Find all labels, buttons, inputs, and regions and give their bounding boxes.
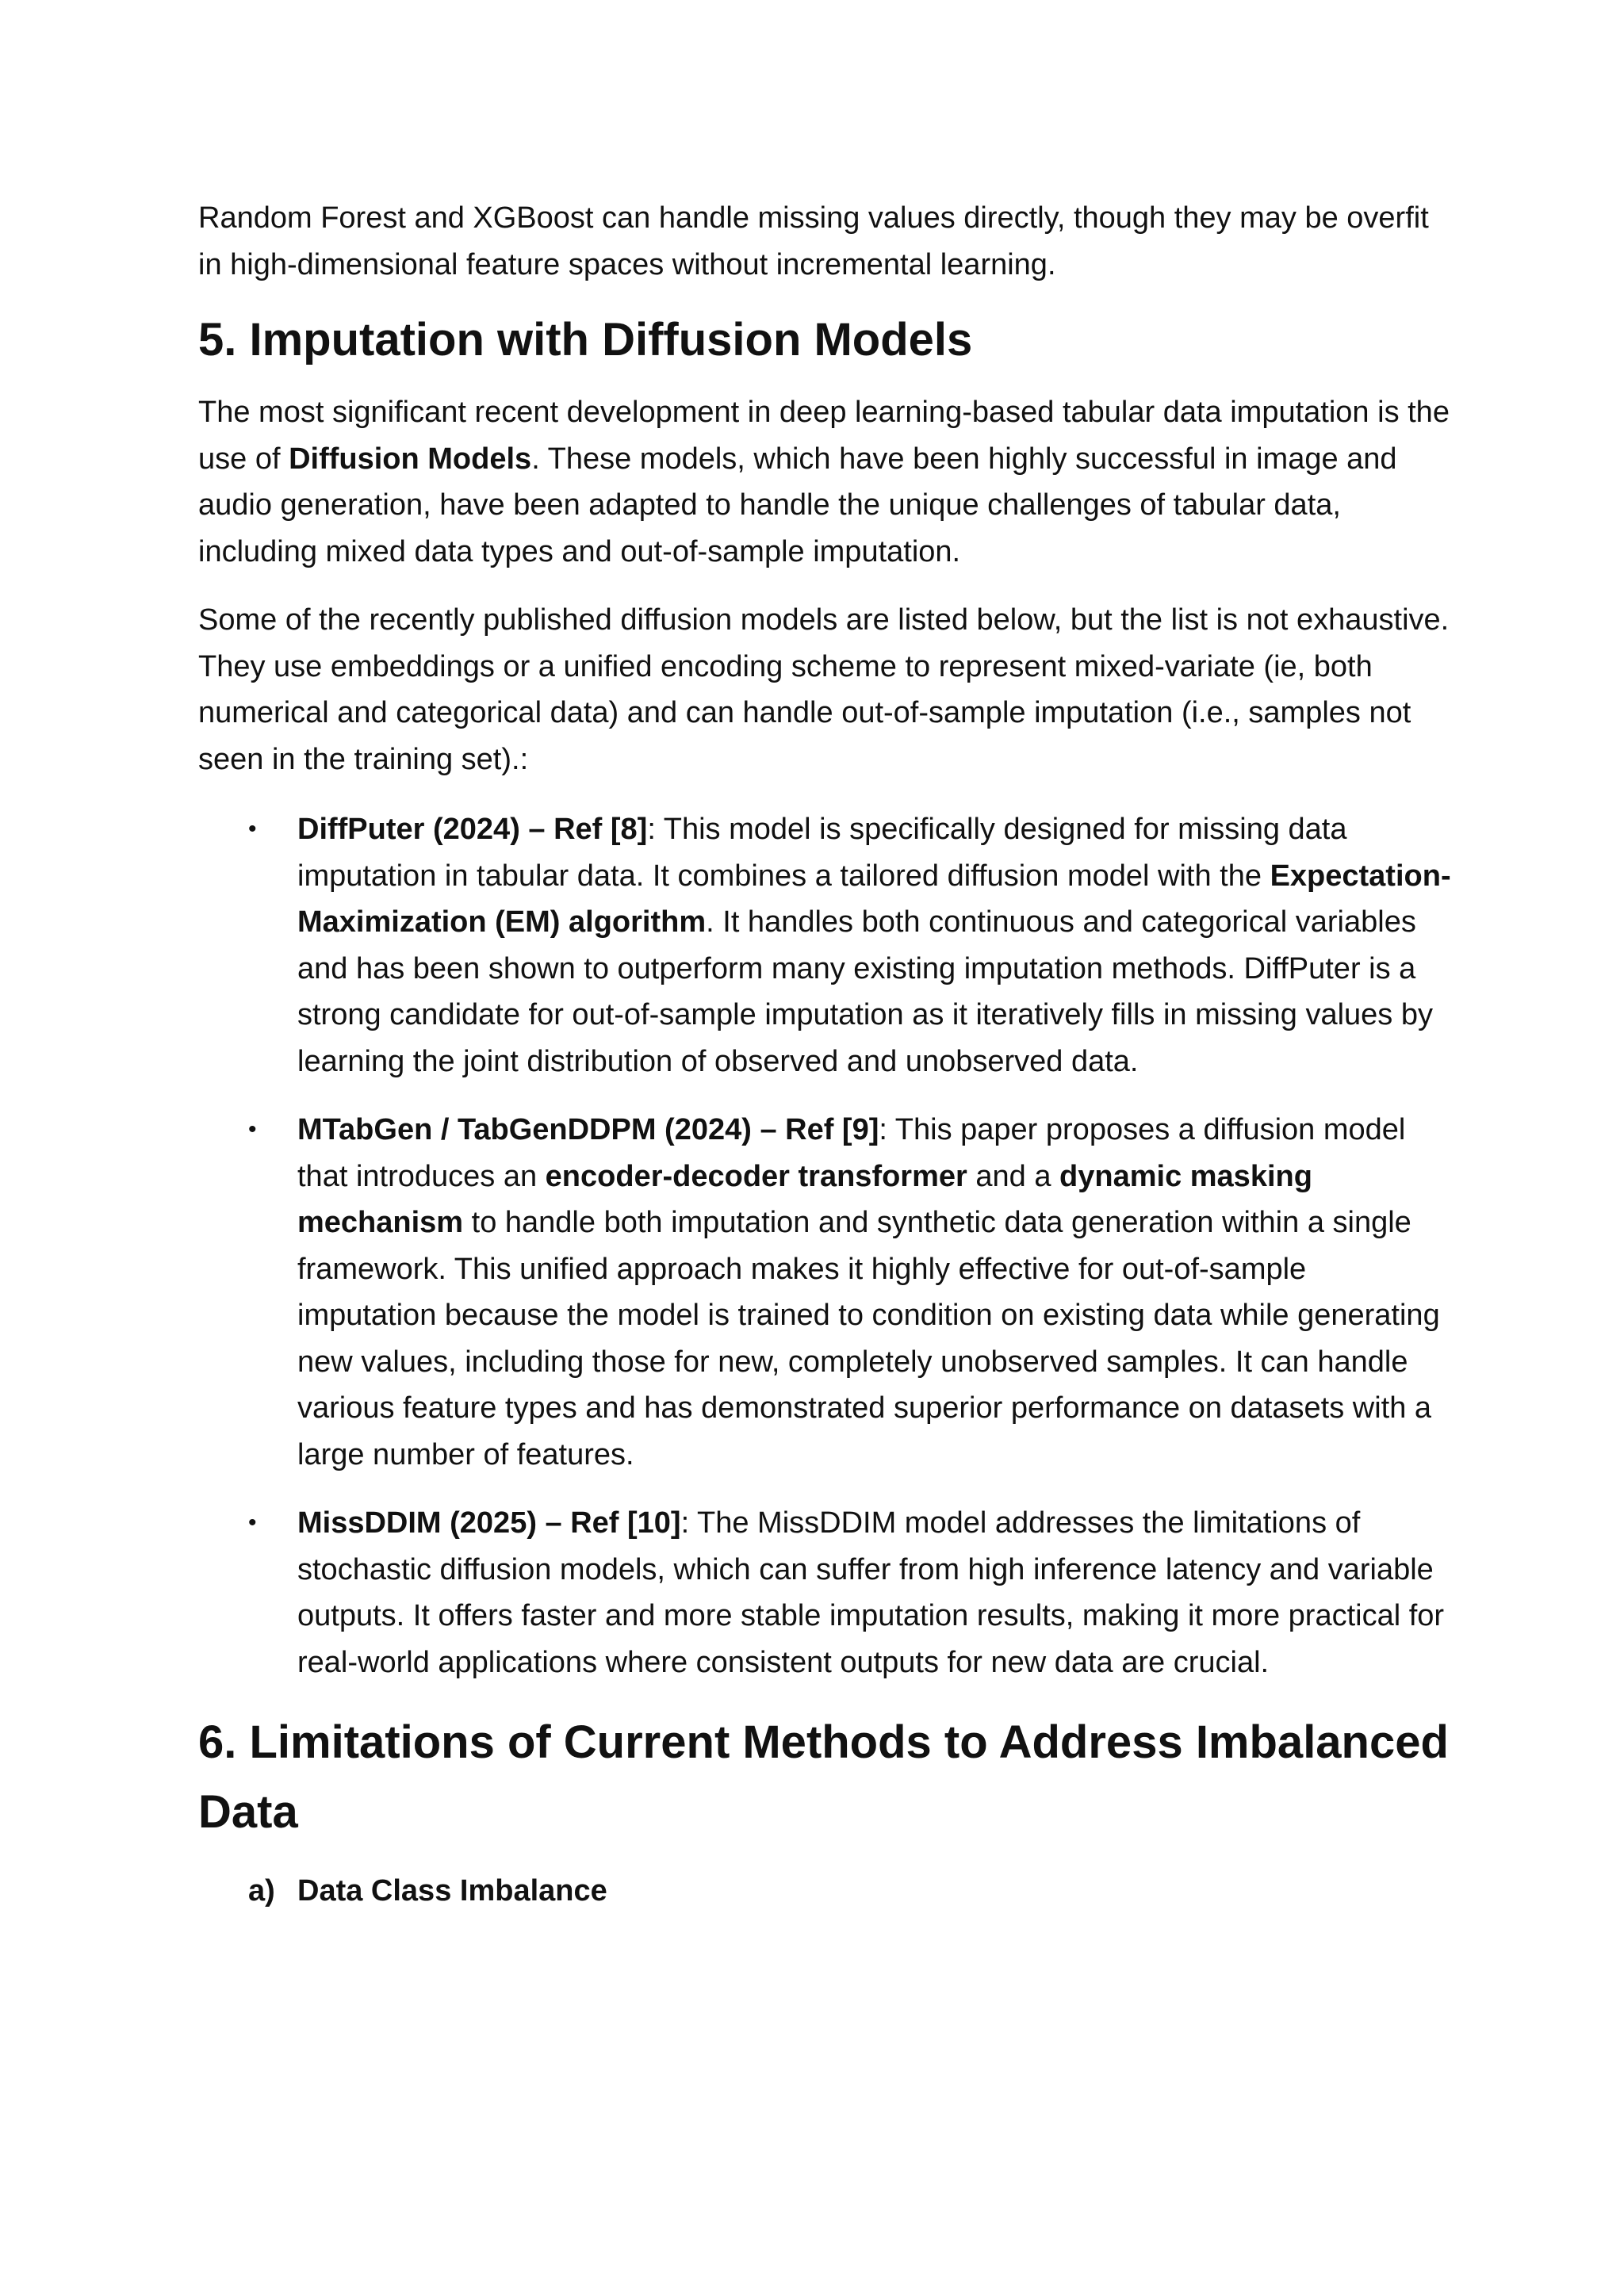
subsection-title: Data Class Imbalance (297, 1874, 607, 1908)
text-run: to handle both imputation and synthetic data generation within a single framework. This unified approach makes it highly effective for out-of-sample imputation because the model is trained to condition on existing data while generating new values, including those for new, completely unobserved samples. It can handle various feature types and has demonstrated superior performance on datasets with a large number of features. (297, 1206, 1440, 1471)
text-run: : This model is specifically designed for missing data imputation in tabular data. It combines a tailored diffusion model with the (297, 813, 1347, 893)
intro-paragraph: Random Forest and XGBoost can handle missing values directly, though they may be overfit in high-dimensional feature spaces without incremental learning. (198, 201, 1429, 281)
section-6-heading: 6. Limitations of Current Methods to Address Imbalanced Data (198, 1716, 1449, 1838)
section-5-paragraph-1 (198, 389, 1451, 575)
list-item-missddim (198, 1500, 1451, 1686)
subsection-a-heading (198, 1868, 1451, 1915)
model-title: MissDDIM (2025) – Ref [10] (297, 1506, 681, 1540)
section-5-heading: 5. Imputation with Diffusion Models (198, 314, 973, 365)
bold-term: Expectation-Maximization (EM) algorithm (297, 859, 1451, 939)
model-title: MTabGen / TabGenDDPM (2024) – Ref [9] (297, 1113, 879, 1146)
document-page (198, 195, 1451, 1915)
bold-term: encoder-decoder transformer (545, 1159, 967, 1193)
section-5-paragraph-2: Some of the recently published diffusion models are listed below, but the list is not exhaustive. They use embeddings or a unified encoding scheme to represent mixed-variate (ie, both numerical and categorical data) and can handle out-of-sample imputation (i.e., samples not seen in the training set).: (198, 603, 1450, 776)
bullet-icon: • (248, 1510, 257, 1536)
bullet-icon: • (248, 1116, 257, 1142)
text-run: and a (967, 1159, 1060, 1193)
model-title: DiffPuter (2024) – Ref [8] (297, 813, 648, 846)
bold-term-diffusion-models: Diffusion Models (289, 442, 532, 476)
text-run: : The MissDDIM model addresses the limitations of stochastic diffusion models, which can suffer from high inference latency and variable outputs. It offers faster and more stable imputation results, making it more practical for real-world applications where consistent outputs for new data are crucial. (297, 1506, 1445, 1679)
text-run: . It handles both continuous and categorical variables and has been shown to outperform many existing imputation methods. DiffPuter is a strong candidate for out-of-sample imputation as it iteratively fills in missing values by learning the joint distribution of observed and unobserved data. (297, 905, 1433, 1078)
text-run: The most significant recent development in deep learning-based tabular data imputation is the use of (198, 396, 1450, 476)
diffusion-models-list (198, 806, 1451, 1686)
text-run: : This paper proposes a diffusion model that introduces an (297, 1113, 1406, 1193)
list-item-mtabgen (198, 1107, 1451, 1478)
text-run: . These models, which have been highly successful in image and audio generation, have been adapted to handle the unique challenges of tabular data, including mixed data types and out-of-sample imputation. (198, 442, 1397, 568)
bullet-icon: • (248, 816, 257, 842)
list-marker: a) (248, 1874, 275, 1908)
list-item-diffputer (198, 806, 1451, 1085)
bold-term: dynamic masking mechanism (297, 1159, 1312, 1239)
